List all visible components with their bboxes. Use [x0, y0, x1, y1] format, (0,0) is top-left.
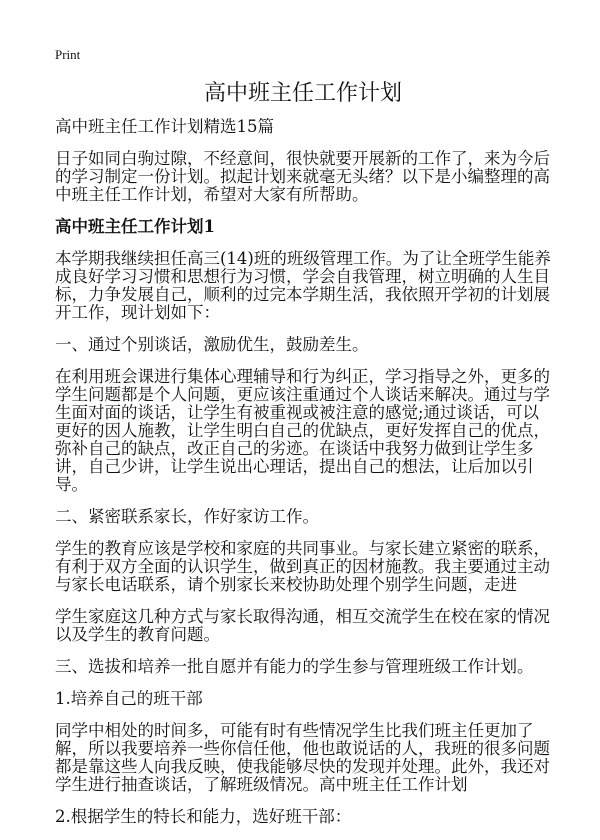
paragraph: 同学中相处的时间多，可能有时有些情况学生比我们班主任更加了解，所以我要培养一些你信任他，他也敢说话的人，我班的很多问题都是靠这些人向我反映，使我能够尽快的发现并处理。此外，我还对学生进行抽查谈话，了解班级情况。高中班主任工作计划: [55, 721, 550, 794]
print-link[interactable]: Print: [55, 47, 81, 62]
list-item: 1.培养自己的班干部: [55, 689, 203, 708]
section-heading: 高中班主任工作计划1: [55, 217, 215, 236]
paragraph: 本学期我继续担任高三(14)班的班级管理工作。为了让全班学生能养成良好学习习惯和思想行为习惯，学会自我管理，树立明确的人生目标，力争发展自己，顺利的过完本学期生活，我依照开学初的计划展开工作，现计划如下：: [55, 249, 551, 322]
paragraph: 在利用班会课进行集体心理辅导和行为纠正，学习指导之外，更多的学生问题都是个人问题，更应该注重通过个人谈话来解决。通过与学生面对面的谈话，让学生有被重视或被注意的感觉;通过谈话，可以更好的因人施教，让学生明白自己的优缺点，更好发挥自己的优点，弥补自己的缺点，改正自己的劣迹。在谈话中我努力做到让学生多讲，自己少讲，让学生说出心理话，提出自己的想法，让后加以引导。: [55, 367, 550, 494]
subheading: 三、选拔和培养一批自愿并有能力的学生参与管理班级工作计划。: [55, 657, 534, 676]
page-title: 高中班主任工作计划: [203, 81, 402, 106]
subheading: 一、通过个别谈话，激励优生，鼓励差生。: [55, 335, 369, 354]
subtitle: 高中班主任工作计划精选15篇: [55, 117, 274, 136]
paragraph: 学生家庭这几种方式与家长取得沟通，相互交流学生在校在家的情况以及学生的教育问题。: [55, 607, 550, 644]
list-item: 2.根据学生的特长和能力，选好班干部：: [55, 807, 352, 826]
document-body: [55, 118, 551, 840]
intro-paragraph: 日子如同白驹过隙，不经意间，很快就要开展新的工作了，来为今后的学习制定一份计划。拟起计划来就毫无头绪？以下是小编整理的高中班主任工作计划，希望对大家有所帮助。: [55, 149, 550, 204]
paragraph: 学生的教育应该是学校和家庭的共同事业。与家长建立紧密的联系，有利于双方全面的认识学生，做到真正的因材施教。我主要通过主动与家长电话联系，请个别家长来校协助处理个别学生问题，走进: [55, 539, 550, 594]
subheading: 二、紧密联系家长，作好家访工作。: [55, 507, 319, 526]
